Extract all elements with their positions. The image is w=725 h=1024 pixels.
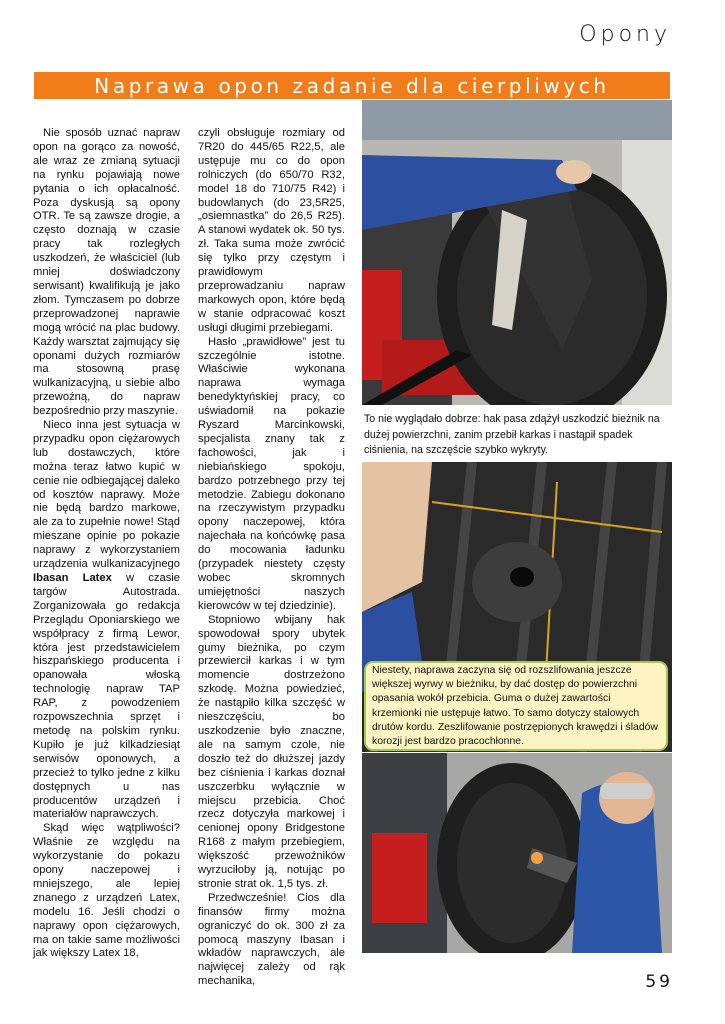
paragraph: Przedwcześnie! Cios dla finansów firmy można ograniczyć do ok. 300 zł za pomocą maszyny Ibasan i wkładów naprawczych, ale najwięcej zależy od rąk mechanika, bbox=[198, 891, 345, 988]
paragraph: Skąd więc wątpliwości? Właśnie ze względu na wykorzystanie do pokazu opony naczepowej i mniejszego, ale lepiej znanego z urządzeń Latex, modelu 16. Jeśli chodzi o naprawy opon ciężarowych, ma on takie same możliwości jak większy Latex 18, bbox=[33, 822, 180, 960]
text-column-1 bbox=[33, 127, 180, 961]
paragraph: Stopniowo wbijany hak spowodował spory ubytek gumy bieżnika, po czym przewiercił karkas i w tym momencie dostrzeżono szkodę. Można powiedzieć, że nastąpiło kilka szczęść w nieszczęściu, bo uszkodzenie było znaczne, ale na samym czole, nie doszło też do dłuższej jazdy bez ciśnienia i karkas doznał uszczerbku wyłącznie w miejscu przebicia. Choć rzecz dotyczyła markowej i cenionej opony Bridgestone R168 z małym przebiegiem, większość przewoźników wyrzuciłoby ją, notując po stronie strat ok. 1,5 tys. zł. bbox=[198, 613, 345, 890]
caption-box-2 bbox=[364, 661, 668, 751]
photo-caption-1: To nie wyglądało dobrze: hak pasa zdążył uszkodzić bieżnik na dużej powierzchni, zanim przebił karkas i nastąpił spadek ciśnienia, na szczęście szybko wykryty. bbox=[364, 413, 660, 457]
text-column-2 bbox=[198, 127, 345, 989]
paragraph: Nie sposób uznać napraw opon na gorąco za nowość, ale wraz ze zmianą sytuacji na rynku pojawiają nowe pytania o ich opłacalność. Poza dyskusją są opony OTR. Te są zawsze drogie, a często doznają w czasie pracy tak rozległych uszkodzeń, że właściciel (lub mniej doświadczony serwisant) kwalifikują je jako złom. Tymczasem po dobrze przeprowadzonej naprawie mogą wrócić na plac budowy. Każdy warsztat zajmujący się oponami dużych rozmiarów ma stosowną prasę wulkanizacyjną, u siebie albo przewoźną, do napraw bezpośrednio przy maszynie. bbox=[33, 127, 180, 418]
photo-caption-2: Niestety, naprawa zaczyna się od rozszlifowania jeszcze większej wyrwy w bieżniku, by dać dostęp do powierzchni opasania wokół przebicia. Guma o dużej zawartości krzemionki nie ustępuje łatwo. To samo dotyczy stalowych drutów kordu. Zeszlifowanie postrzępionych krawędzi i śladów korozji jest bardzo pracochłonne. bbox=[372, 665, 658, 748]
paragraph: czyli obsługuje rozmiary od 7R20 do 445/65 R22,5, ale ustępuje mu co do opon rolniczych (do 650/70 R32, model 18 do 710/75 R42) i budowlanych (do 23,5R25, „osiemnastka” do 26,5 R25). A stanowi wydatek ok. 50 tys. zł. Taka suma może zwrócić się tylko przy częstym i prawidłowym przeprowadzaniu napraw markowych opon, które będą w stanie odpracować koszt usługi długimi przebiegami. bbox=[198, 127, 345, 334]
product-name: Ibasan Latex bbox=[33, 572, 112, 584]
paragraph: Nieco inna jest sytuacja w przypadku opon ciężarowych lub dostawczych, które można teraz łatwo kupić w cenie nie odbiegającej daleko od kosztów naprawy. Może nie będą bardzo markowe, ale za to zupełnie nowe! Stąd mieszane opinie po pokazie naprawy z wykorzystaniem urządzenia wulkanizacyjnego Ibasan Latex w czasie targów Autostrada. Zorganizowała go redakcja Przeglądu Oponiarskiego we współpracy z firmą Lewor, która jest przedstawicielem hiszpańskiego producenta i opanowała włoską technologię napraw TAP RAP, z powodzeniem rozpowszechnia sprzęt i metodę na polskim rynku. Kupiło je już kilkadziesiąt serwisów oponowych, a przecież to tylko jedne z kilku dostępnych u nas producentów urządzeń i materiałów naprawczych. bbox=[33, 419, 180, 821]
photo-tire-spreader bbox=[362, 100, 672, 405]
page-number: 59 bbox=[645, 972, 673, 992]
section-label: Opony bbox=[579, 22, 671, 47]
paragraph: Hasło „prawidłowe” jest tu szczególnie istotne. Właściwie wykonana naprawa wymaga benedyktyńskiej pracy, co uświadomił na pokazie Ryszard Marcinkowski, specjalista znany tak z fachowości, jak i niebiańskiego spokoju, bardzo potrzebnego przy tej metodzie. Zabiegu dokonano na rzeczywistym przypadku opony naczepowej, która najechała na końcówkę pasa do mocowania ładunku (przypadek niestety częsty wobec skromnych umiejętności naszych kierowców w tej dziedzinie). bbox=[198, 335, 345, 612]
article-title: Naprawa opon zadanie dla cierpliwych bbox=[94, 74, 610, 98]
photo-grinding bbox=[362, 753, 672, 953]
title-banner bbox=[34, 72, 670, 99]
